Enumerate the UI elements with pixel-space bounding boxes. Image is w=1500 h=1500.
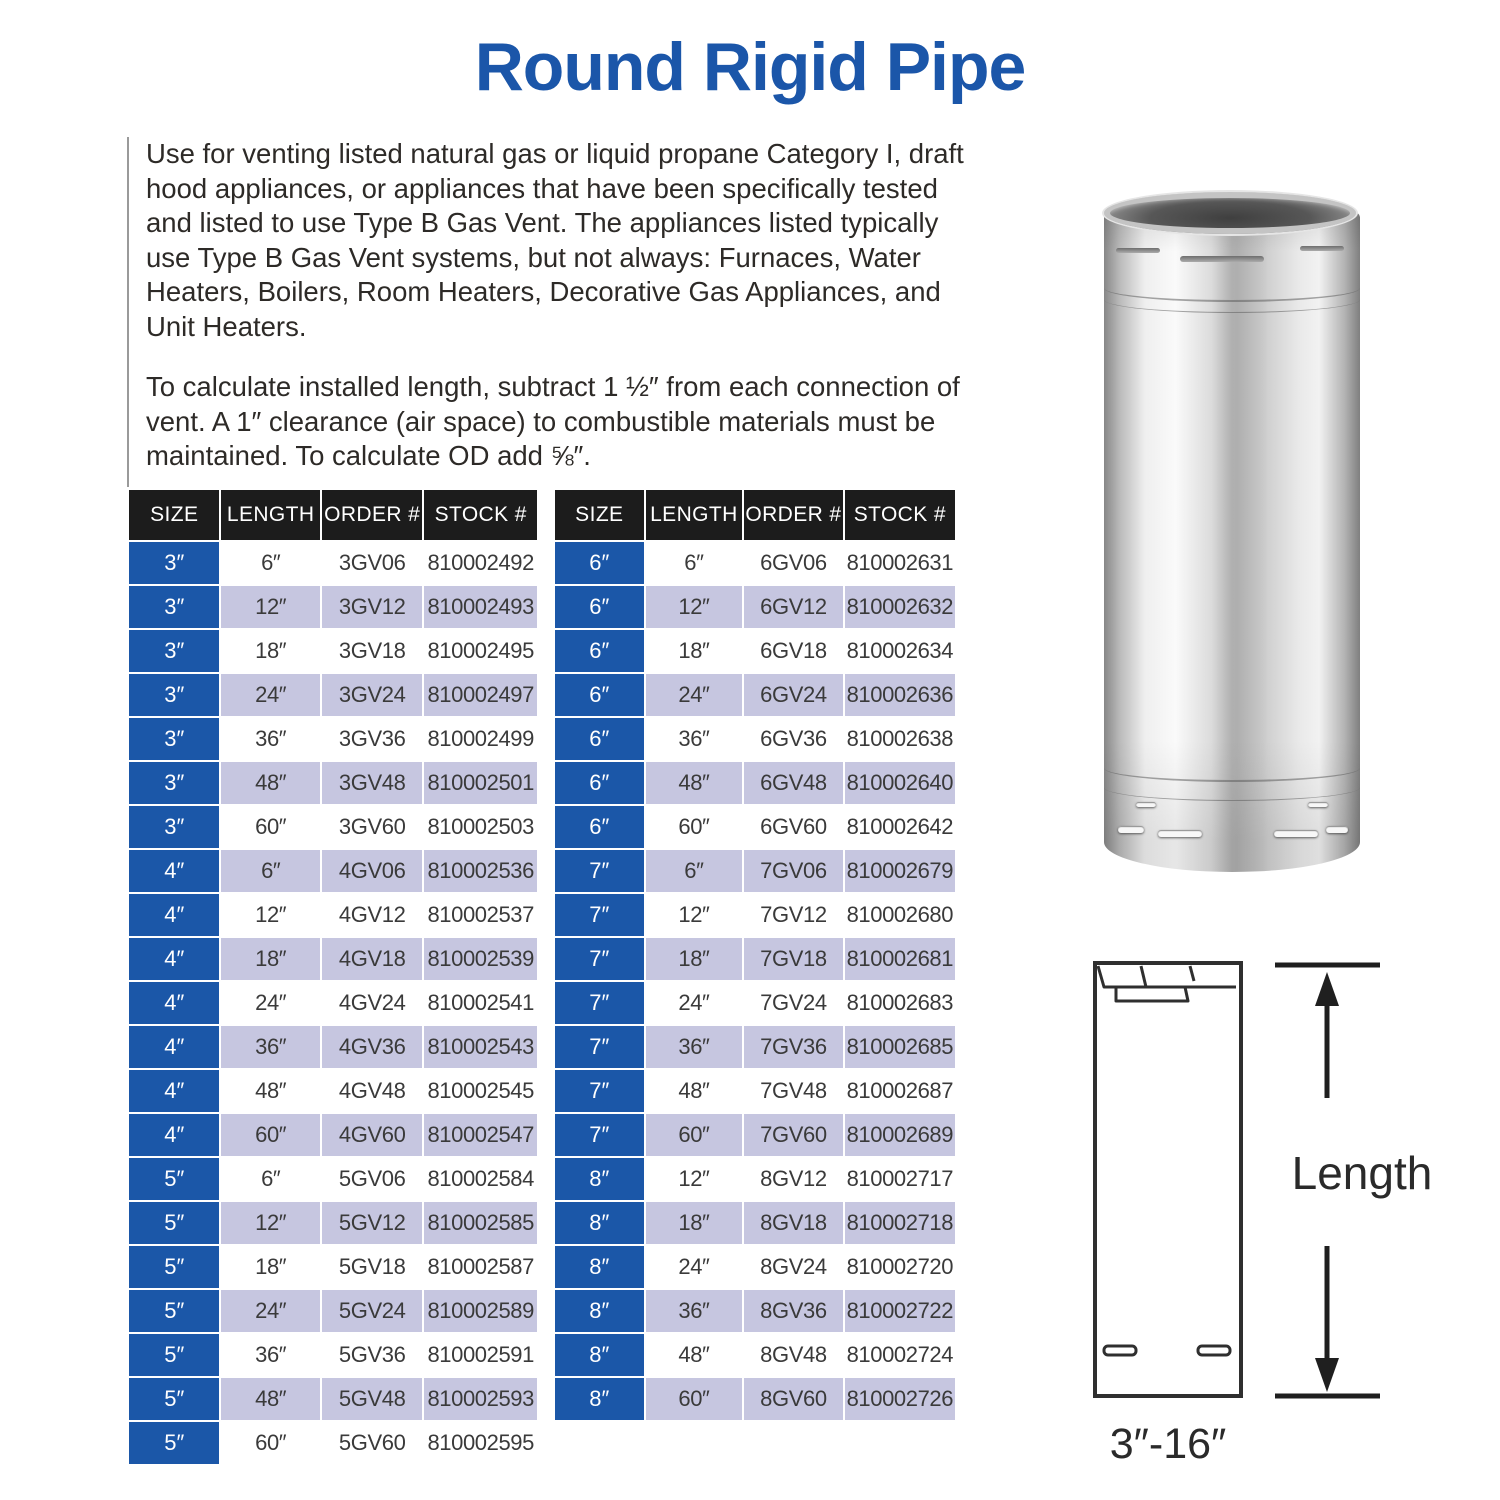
table-row [129,806,537,848]
table-row [555,542,955,584]
table-row [129,542,537,584]
value-cell: 810002685 [845,1026,955,1068]
value-cell: 12″ [646,1158,743,1200]
value-cell: 3GV06 [322,542,423,584]
value-cell: 810002687 [845,1070,955,1112]
value-cell: 810002722 [845,1290,955,1332]
size-cell: 8″ [555,1246,644,1288]
value-cell: 36″ [221,718,319,760]
size-cell: 7″ [555,1070,644,1112]
value-cell: 5GV06 [322,1158,423,1200]
value-cell: 36″ [646,1290,743,1332]
table-row [129,1422,537,1464]
value-cell: 12″ [646,586,743,628]
value-cell: 810002631 [845,542,955,584]
table-row [129,1158,537,1200]
column-header: STOCK # [424,490,537,540]
intro-block [127,137,972,487]
value-cell: 4GV18 [322,938,423,980]
value-cell: 7GV12 [744,894,843,936]
value-cell: 6GV18 [744,630,843,672]
value-cell: 7GV06 [744,850,843,892]
value-cell: 810002689 [845,1114,955,1156]
value-cell: 810002717 [845,1158,955,1200]
value-cell: 810002595 [424,1422,537,1464]
value-cell: 810002545 [424,1070,537,1112]
size-cell: 6″ [555,674,644,716]
value-cell: 36″ [221,1334,319,1376]
column-header: STOCK # [845,490,955,540]
value-cell: 4GV60 [322,1114,423,1156]
value-cell: 810002638 [845,718,955,760]
table-row [129,894,537,936]
value-cell: 810002640 [845,762,955,804]
table-header-row [555,490,955,540]
value-cell: 60″ [221,1114,319,1156]
value-cell: 48″ [221,1070,319,1112]
value-cell: 18″ [221,1246,319,1288]
value-cell: 6″ [221,1158,319,1200]
table-row [555,1114,955,1156]
value-cell: 810002634 [845,630,955,672]
size-cell: 3″ [129,762,219,804]
size-cell: 7″ [555,982,644,1024]
value-cell: 3GV18 [322,630,423,672]
value-cell: 36″ [221,1026,319,1068]
table-row [129,1378,537,1420]
value-cell: 6″ [646,542,743,584]
value-cell: 810002493 [424,586,537,628]
value-cell: 48″ [646,762,743,804]
table-row [555,762,955,804]
column-header: SIZE [555,490,644,540]
value-cell: 48″ [646,1334,743,1376]
value-cell: 24″ [221,1290,319,1332]
size-cell: 4″ [129,1026,219,1068]
size-cell: 6″ [555,762,644,804]
size-cell: 3″ [129,586,219,628]
value-cell: 6GV12 [744,586,843,628]
size-cell: 5″ [129,1334,219,1376]
value-cell: 36″ [646,1026,743,1068]
value-cell: 60″ [646,1114,743,1156]
pipe-product-image [1102,190,1362,872]
table-row [555,1334,955,1376]
value-cell: 3GV24 [322,674,423,716]
value-cell: 6GV06 [744,542,843,584]
value-cell: 8GV48 [744,1334,843,1376]
value-cell: 5GV36 [322,1334,423,1376]
value-cell: 810002497 [424,674,537,716]
value-cell: 810002536 [424,850,537,892]
size-cell: 8″ [555,1202,644,1244]
size-cell: 5″ [129,1290,219,1332]
column-header: LENGTH [646,490,743,540]
value-cell: 810002503 [424,806,537,848]
spec-table-left [127,488,539,1466]
value-cell: 6″ [646,850,743,892]
value-cell: 8GV18 [744,1202,843,1244]
size-cell: 5″ [129,1202,219,1244]
table-row [129,1026,537,1068]
size-cell: 6″ [555,806,644,848]
table-row [129,1334,537,1376]
value-cell: 12″ [646,894,743,936]
size-cell: 7″ [555,850,644,892]
size-cell: 3″ [129,718,219,760]
table-row [129,1114,537,1156]
value-cell: 4GV36 [322,1026,423,1068]
value-cell: 18″ [221,938,319,980]
value-cell: 18″ [221,630,319,672]
value-cell: 4GV24 [322,982,423,1024]
table-row [555,586,955,628]
value-cell: 810002683 [845,982,955,1024]
table-row [129,1290,537,1332]
value-cell: 7GV48 [744,1070,843,1112]
column-header: ORDER # [744,490,843,540]
size-cell: 4″ [129,1114,219,1156]
size-cell: 4″ [129,894,219,936]
size-cell: 5″ [129,1378,219,1420]
value-cell: 7GV18 [744,938,843,980]
size-cell: 5″ [129,1422,219,1464]
value-cell: 4GV12 [322,894,423,936]
table-row [129,762,537,804]
size-cell: 6″ [555,630,644,672]
value-cell: 6GV36 [744,718,843,760]
value-cell: 810002724 [845,1334,955,1376]
value-cell: 3GV60 [322,806,423,848]
size-cell: 7″ [555,1114,644,1156]
table-row [129,1246,537,1288]
table-row [555,938,955,980]
value-cell: 810002632 [845,586,955,628]
value-cell: 5GV12 [322,1202,423,1244]
value-cell: 810002591 [424,1334,537,1376]
value-cell: 810002636 [845,674,955,716]
value-cell: 810002492 [424,542,537,584]
table-header-row [129,490,537,540]
value-cell: 7GV24 [744,982,843,1024]
value-cell: 810002495 [424,630,537,672]
size-cell: 8″ [555,1158,644,1200]
size-cell: 5″ [129,1246,219,1288]
value-cell: 3GV48 [322,762,423,804]
size-cell: 6″ [555,542,644,584]
size-cell: 7″ [555,1026,644,1068]
calc-note-paragraph: To calculate installed length, subtract 1 ½″ from each connection of vent. A 1″ clearance (air space) to combustible materials must be maintained. To calculate OD add ⅝″. [146,371,960,471]
size-cell: 7″ [555,938,644,980]
value-cell: 60″ [646,1378,743,1420]
value-cell: 8GV36 [744,1290,843,1332]
size-cell: 8″ [555,1378,644,1420]
size-cell: 5″ [129,1158,219,1200]
value-cell: 8GV24 [744,1246,843,1288]
table-row [555,630,955,672]
value-cell: 6GV60 [744,806,843,848]
value-cell: 810002681 [845,938,955,980]
table-row [555,1378,955,1420]
size-range-label: 3″-16″ [1109,1420,1227,1468]
value-cell: 24″ [221,982,319,1024]
value-cell: 36″ [646,718,743,760]
value-cell: 8GV12 [744,1158,843,1200]
value-cell: 60″ [221,806,319,848]
table-row [129,1202,537,1244]
page-title: Round Rigid Pipe [474,29,1026,105]
value-cell: 6″ [221,850,319,892]
table-row [555,806,955,848]
table-row [129,850,537,892]
column-header: LENGTH [221,490,319,540]
value-cell: 810002718 [845,1202,955,1244]
value-cell: 24″ [221,674,319,716]
value-cell: 24″ [646,674,743,716]
value-cell: 5GV18 [322,1246,423,1288]
size-cell: 8″ [555,1290,644,1332]
intro-paragraph: Use for venting listed natural gas or liquid propane Category I, draft hood appliances, or appliances that have been specifically tested and listed to use Type B Gas Vent. The appliances listed typically use Type B Gas Vent systems, but not always: Furnaces, Water Heaters, Boilers, Room Heaters, Decorative Gas Appliances, and Unit Heaters. [146,138,964,342]
value-cell: 5GV60 [322,1422,423,1464]
size-cell: 4″ [129,938,219,980]
value-cell: 810002589 [424,1290,537,1332]
value-cell: 4GV06 [322,850,423,892]
value-cell: 6GV48 [744,762,843,804]
table-row [555,982,955,1024]
size-cell: 3″ [129,630,219,672]
value-cell: 810002501 [424,762,537,804]
table-row [555,894,955,936]
spec-table-right [553,488,957,1422]
table-row [555,1158,955,1200]
size-cell: 7″ [555,894,644,936]
table-row [129,938,537,980]
value-cell: 12″ [221,894,319,936]
value-cell: 810002537 [424,894,537,936]
value-cell: 810002584 [424,1158,537,1200]
size-cell: 4″ [129,1070,219,1112]
value-cell: 810002543 [424,1026,537,1068]
size-cell: 3″ [129,806,219,848]
size-cell: 3″ [129,542,219,584]
size-cell: 6″ [555,718,644,760]
value-cell: 810002726 [845,1378,955,1420]
value-cell: 12″ [221,1202,319,1244]
value-cell: 24″ [646,982,743,1024]
value-cell: 60″ [221,1422,319,1464]
value-cell: 810002593 [424,1378,537,1420]
table-row [129,674,537,716]
table-row [129,982,537,1024]
table-row [129,630,537,672]
table-row [555,718,955,760]
pipe-opening [1102,190,1358,236]
table-row [555,1070,955,1112]
value-cell: 8GV60 [744,1378,843,1420]
value-cell: 810002720 [845,1246,955,1288]
value-cell: 6GV24 [744,674,843,716]
table-row [555,850,955,892]
value-cell: 810002541 [424,982,537,1024]
value-cell: 7GV60 [744,1114,843,1156]
size-cell: 6″ [555,586,644,628]
value-cell: 3GV36 [322,718,423,760]
value-cell: 810002547 [424,1114,537,1156]
value-cell: 810002499 [424,718,537,760]
column-header: ORDER # [322,490,423,540]
value-cell: 810002680 [845,894,955,936]
value-cell: 18″ [646,938,743,980]
value-cell: 48″ [221,762,319,804]
table-row [555,1026,955,1068]
spec-tables [127,488,957,1466]
table-row [555,1246,955,1288]
table-row [129,718,537,760]
value-cell: 810002587 [424,1246,537,1288]
value-cell: 18″ [646,1202,743,1244]
value-cell: 810002679 [845,850,955,892]
size-cell: 4″ [129,850,219,892]
value-cell: 60″ [646,806,743,848]
value-cell: 48″ [221,1378,319,1420]
table-row [555,1202,955,1244]
value-cell: 5GV24 [322,1290,423,1332]
value-cell: 5GV48 [322,1378,423,1420]
length-dimension-label: Length [1291,1147,1433,1199]
size-cell: 8″ [555,1334,644,1376]
table-row [555,674,955,716]
value-cell: 12″ [221,586,319,628]
value-cell: 6″ [221,542,319,584]
value-cell: 7GV36 [744,1026,843,1068]
value-cell: 810002642 [845,806,955,848]
column-header: SIZE [129,490,219,540]
value-cell: 810002539 [424,938,537,980]
value-cell: 810002585 [424,1202,537,1244]
table-row [555,1290,955,1332]
value-cell: 24″ [646,1246,743,1288]
table-row [129,1070,537,1112]
value-cell: 48″ [646,1070,743,1112]
value-cell: 4GV48 [322,1070,423,1112]
size-cell: 3″ [129,674,219,716]
value-cell: 18″ [646,630,743,672]
table-row [129,586,537,628]
size-cell: 4″ [129,982,219,1024]
value-cell: 3GV12 [322,586,423,628]
